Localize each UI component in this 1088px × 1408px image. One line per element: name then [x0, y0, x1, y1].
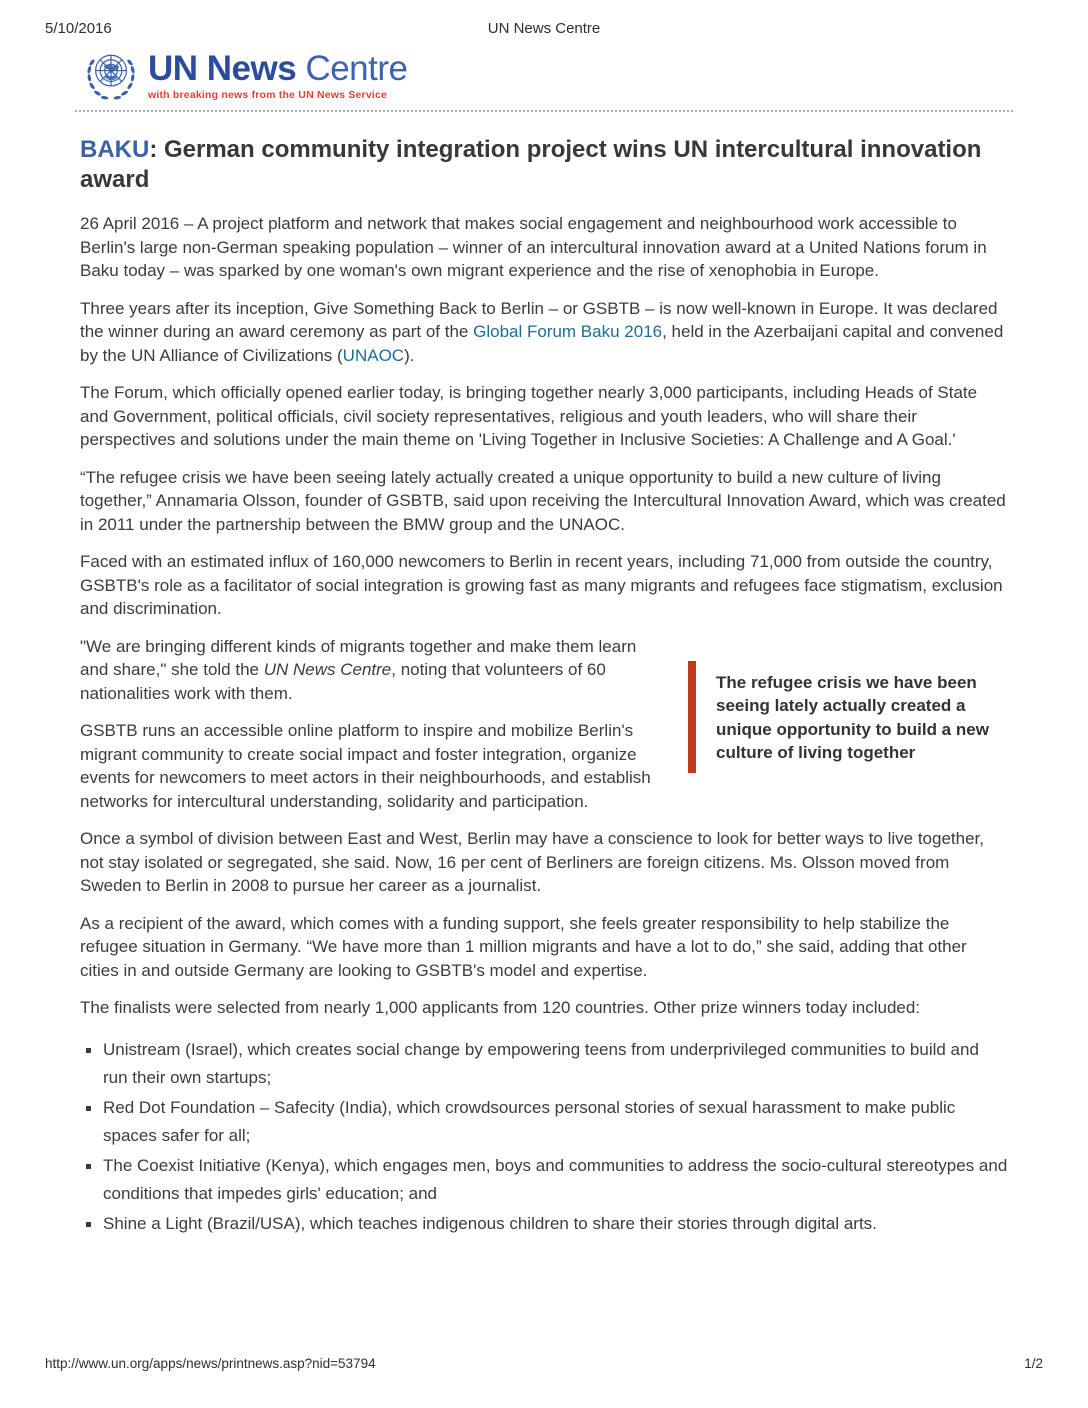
paragraph-text: "We are bringing different kinds of migrants together and make them learn and share," she told the [80, 636, 637, 679]
article-paragraph-1: 26 April 2016 – A project platform and network that makes social engagement and neighbourhood work accessible to Berlin's large non-German speaking population – winner of an intercultural innovation award at a United Nations forum in Baku today – was sparked by one woman's own migrant experience and the rise of xenophobia in Europe. [80, 214, 987, 280]
paragraph-text: Three years after its inception, Give Something Back to Berlin – or GSBTB – is now well-known in Europe. It was declared the winner during an award ceremony as part of the [80, 298, 998, 341]
logo-title-bold: UN News [148, 49, 297, 88]
un-emblem-icon [82, 48, 140, 104]
headline-location: BAKU [80, 136, 150, 163]
list-item: Shine a Light (Brazil/USA), which teaches indigenous children to share their stories through digital arts. [86, 1210, 1008, 1239]
unaoc-link[interactable]: UNAOC [342, 345, 405, 365]
paragraph-text: ). [404, 345, 415, 365]
list-item: The Coexist Initiative (Kenya), which engages men, boys and communities to address the socio-cultural stereotypes and conditions that impedes girls' education; and [86, 1152, 1008, 1209]
logo-title [148, 50, 408, 88]
paragraph-text: , noting that volunteers of 60 nationalities work with them. [80, 660, 606, 703]
print-page-title: UN News Centre [487, 20, 601, 37]
paragraph-text: , held in the Azerbaijani capital and convened by the UN Alliance of Civilizations ( [80, 322, 1004, 365]
footer-url: http://www.un.org/apps/news/printnews.asp?nid=53794 [45, 1356, 376, 1371]
article-paragraph-9: As a recipient of the award, which comes with a funding support, she feels greater responsibility to help stabilize the refugee situation in Germany. “We have more than 1 million migrants and have a lot to do,” she said, adding that other cities in and outside Germany are looking to GSBTB's model and expertise. [80, 913, 967, 980]
un-news-centre-mention: UN News Centre [263, 660, 392, 679]
global-forum-baku-2016-link[interactable]: Global Forum Baku 2016 [473, 322, 663, 341]
article-paragraph-4: “The refugee crisis we have been seeing lately actually created a unique opportunity to build a new culture of living together,” Annamaria Olsson, founder of GSBTB, said upon receiving the Intercultural Innovation Award, which was created in 2011 under the partnership between the BMW group and the UNAOC. [80, 467, 1006, 534]
list-item: Red Dot Foundation – Safecity (India), which crowdsources personal stories of sexual harassment to make public spaces safer for all; [86, 1094, 1008, 1151]
pull-quote-bar [688, 661, 696, 773]
pull-quote [688, 661, 1008, 773]
article-paragraph-8: Once a symbol of division between East and West, Berlin may have a conscience to look for better ways to live together, not stay isolated or segregated, she said. Now, 16 per cent of Berliners are foreign citizens. Ms. Olsson moved from Sweden to Berlin in 2008 to pursue her career as a journalist. [80, 829, 984, 895]
un-news-centre-logo [80, 48, 1008, 104]
print-header [45, 20, 1043, 40]
headline-text: : German community integration project wins UN intercultural innovation award [80, 136, 982, 193]
article-paragraph-5: Faced with an estimated influx of 160,000 newcomers to Berlin in recent years, including 71,000 from outside the country, GSBTB's role as a facilitator of social integration is growing fast as many migrants and refugees face stigmatism, exclusion and discrimination. [80, 552, 1003, 618]
dotted-separator [75, 110, 1013, 112]
article-paragraph-2 [80, 297, 1008, 368]
list-item: Unistream (Israel), which creates social change by empowering teens from underprivileged communities to build and run their own startups; [86, 1036, 1008, 1093]
logo-tagline: with breaking news from the UN News Service [148, 89, 388, 101]
print-date: 5/10/2016 [45, 20, 112, 37]
print-footer [45, 1356, 1043, 1371]
article-headline [80, 135, 1008, 195]
footer-page-number: 1/2 [1024, 1356, 1043, 1371]
article-paragraph-7: GSBTB runs an accessible online platform to inspire and mobilize Berlin's migrant community to create social impact and foster integration, organize events for newcomers to meet actors in their neighbourhoods, and establish networks for intercultural understanding, solidarity and participation. [80, 721, 651, 811]
pull-quote-text: The refugee crisis we have been seeing lately actually created a unique opportunity to build a new culture of living together [716, 672, 989, 762]
article-paragraph-10: The finalists were selected from nearly 1,000 applicants from 120 countries. Other prize winners today included: [80, 998, 921, 1017]
article-paragraph-3: The Forum, which officially opened earlier today, is bringing together nearly 3,000 participants, including Heads of State and Government, political officials, civil society representatives, religious and youth leaders, who will share their perspectives and solutions under the main theme on 'Living Together in Inclusive Societies: A Challenge and A Goal.' [80, 383, 978, 449]
logo-text [148, 48, 408, 101]
prize-winners-list [86, 1036, 1008, 1239]
logo-title-light: Centre [296, 49, 408, 88]
